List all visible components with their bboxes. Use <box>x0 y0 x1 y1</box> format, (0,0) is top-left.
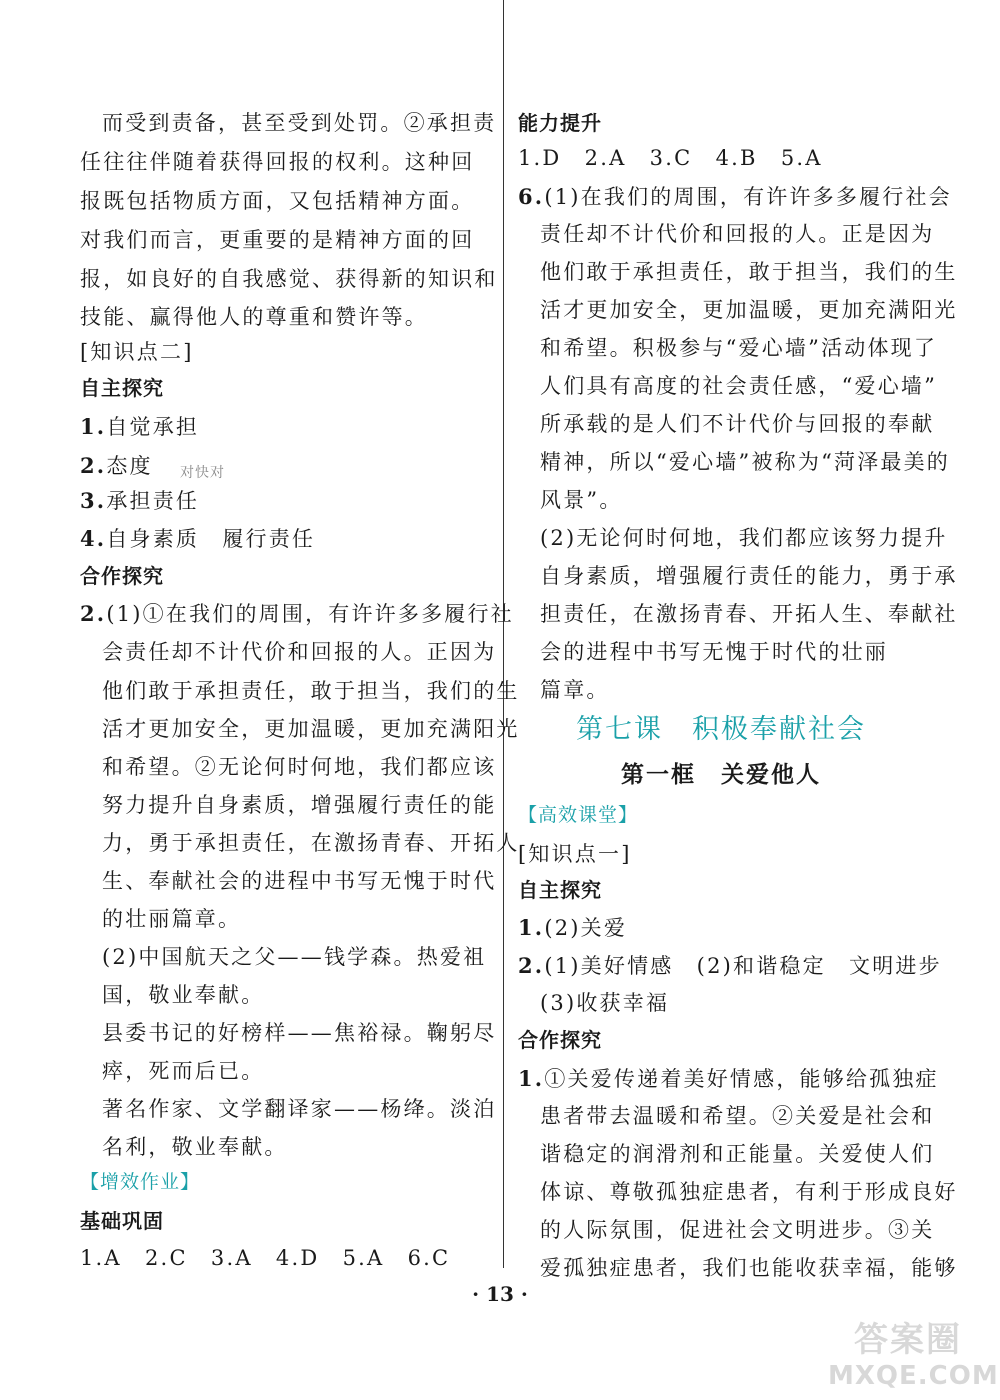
homework-banner: 【增效作业】 <box>80 1171 201 1193</box>
text-line: 活才更加安全，更加温暖，更加充满阳光 <box>102 717 520 741</box>
text-line: 对我们而言，更重要的是精神方面的回 <box>80 228 475 252</box>
watermark-logo <box>828 1312 999 1394</box>
text-line: 会的进程中书写无愧于时代的壮丽 <box>540 640 888 664</box>
text-line: 体谅、尊敬孤独症患者，有利于形成良好 <box>540 1180 958 1204</box>
text-line: 和希望。积极参与“爱心墙”活动体现了 <box>540 336 938 360</box>
text-line: 生、奉献社会的进程中书写无愧于时代 <box>102 869 497 893</box>
text-line: 名利，敬业奉献。 <box>102 1135 288 1159</box>
watermark-text: 答案圈 <box>854 1320 962 1360</box>
answer-line: 1.D 2.A 3.C 4.B 5.A <box>518 146 823 170</box>
section-heading: 合作探究 <box>518 1028 602 1052</box>
section-heading: 合作探究 <box>80 564 164 588</box>
answer-line: 4.自身素质 履行责任 <box>80 526 316 551</box>
page-number: · 13 · <box>472 1282 528 1306</box>
handwritten-mark: 对快对 <box>180 465 225 481</box>
knowledge-point-label: [知识点一] <box>518 842 632 866</box>
column-divider <box>503 0 504 1268</box>
text-line: 篇章。 <box>540 678 610 702</box>
text-line: 活才更加安全，更加温暖，更加充满阳光 <box>540 298 958 322</box>
text-line: 瘁，死而后已。 <box>102 1059 265 1083</box>
text-line: 他们敢于承担责任，敢于担当，我们的生 <box>540 260 958 284</box>
answer-line: 6.(1)在我们的周围，有许许多多履行社会 <box>518 184 952 209</box>
text-line: 力，勇于承担责任，在激扬青春、开拓人 <box>102 831 520 855</box>
text-line: 爱孤独症患者，我们也能收获幸福，能够 <box>540 1256 958 1280</box>
text-line: 责任却不计代价和回报的人。正是因为 <box>540 222 935 246</box>
text-line: 担责任，在激扬青春、开拓人生、奉献社 <box>540 602 958 626</box>
text-line: (2)中国航天之父——钱学森。热爱祖 <box>102 945 487 969</box>
section-heading: 自主探究 <box>80 376 164 400</box>
text-line: 的人际氛围，促进社会文明进步。③关 <box>540 1218 935 1242</box>
answer-line: 2.态度 <box>80 453 153 478</box>
text-line: 精神，所以“爱心墙”被称为“菏泽最美的 <box>540 450 951 474</box>
section-heading: 基础巩固 <box>80 1209 164 1233</box>
text-line: 县委书记的好榜样——焦裕禄。鞠躬尽 <box>102 1021 497 1045</box>
text-line: 的壮丽篇章。 <box>102 907 242 931</box>
text-line: 而受到责备，甚至受到处罚。②承担责 <box>102 111 497 135</box>
watermark-url: MXQE.COM <box>828 1361 999 1391</box>
text-line: 谐稳定的润滑剂和正能量。关爱使人们 <box>540 1142 935 1166</box>
text-line: 报，如良好的自我感觉、获得新的知识和 <box>80 267 498 291</box>
text-line: 患者带去温暖和希望。②关爱是社会和 <box>540 1104 935 1128</box>
section-heading: 自主探究 <box>518 878 602 902</box>
answer-line: 2.(1)①在我们的周围，有许许多多履行社 <box>80 601 514 626</box>
text-line: 自身素质，增强履行责任的能力，勇于承 <box>540 564 958 588</box>
text-line: (2)无论何时何地，我们都应该努力提升 <box>540 526 948 550</box>
answer-line: 2.(1)美好情感 (2)和谐稳定 文明进步 <box>518 953 942 978</box>
knowledge-point-label: [知识点二] <box>80 340 194 364</box>
text-line: 著名作家、文学翻译家——杨绛。淡泊 <box>102 1097 497 1121</box>
text-line: 人们具有高度的社会责任感，“爱心墙” <box>540 374 938 398</box>
text-line: 和希望。②无论何时何地，我们都应该 <box>102 755 497 779</box>
answer-line: 3.承担责任 <box>80 488 200 513</box>
answer-line: 1.(2)关爱 <box>518 915 628 940</box>
section-heading: 能力提升 <box>518 111 602 135</box>
text-line: 所承载的是人们不计代价与回报的奉献 <box>540 412 935 436</box>
text-line: 任往往伴随着获得回报的权利。这种回 <box>80 150 475 174</box>
answer-line: 1.自觉承担 <box>80 414 200 439</box>
text-line: 国，敬业奉献。 <box>102 983 265 1007</box>
text-line: 努力提升自身素质，增强履行责任的能 <box>102 793 497 817</box>
classroom-banner: 【高效课堂】 <box>518 804 639 826</box>
text-line: 会责任却不计代价和回报的人。正因为 <box>102 640 497 664</box>
answer-line: 1.A 2.C 3.A 4.D 5.A 6.C <box>80 1246 451 1270</box>
answer-line: 1.①关爱传递着美好情感，能够给孤独症 <box>518 1066 939 1091</box>
text-line: 技能、赢得他人的尊重和赞许等。 <box>80 305 428 329</box>
text-line: 报既包括物质方面，又包括精神方面。 <box>80 189 475 213</box>
text-line: 他们敢于承担责任，敢于担当，我们的生 <box>102 679 520 703</box>
frame-title: 第一框 关爱他人 <box>621 762 821 788</box>
lesson-title: 第七课 积极奉献社会 <box>576 714 866 745</box>
text-line: (3)收获幸福 <box>540 991 670 1015</box>
text-line: 风景”。 <box>540 488 623 512</box>
